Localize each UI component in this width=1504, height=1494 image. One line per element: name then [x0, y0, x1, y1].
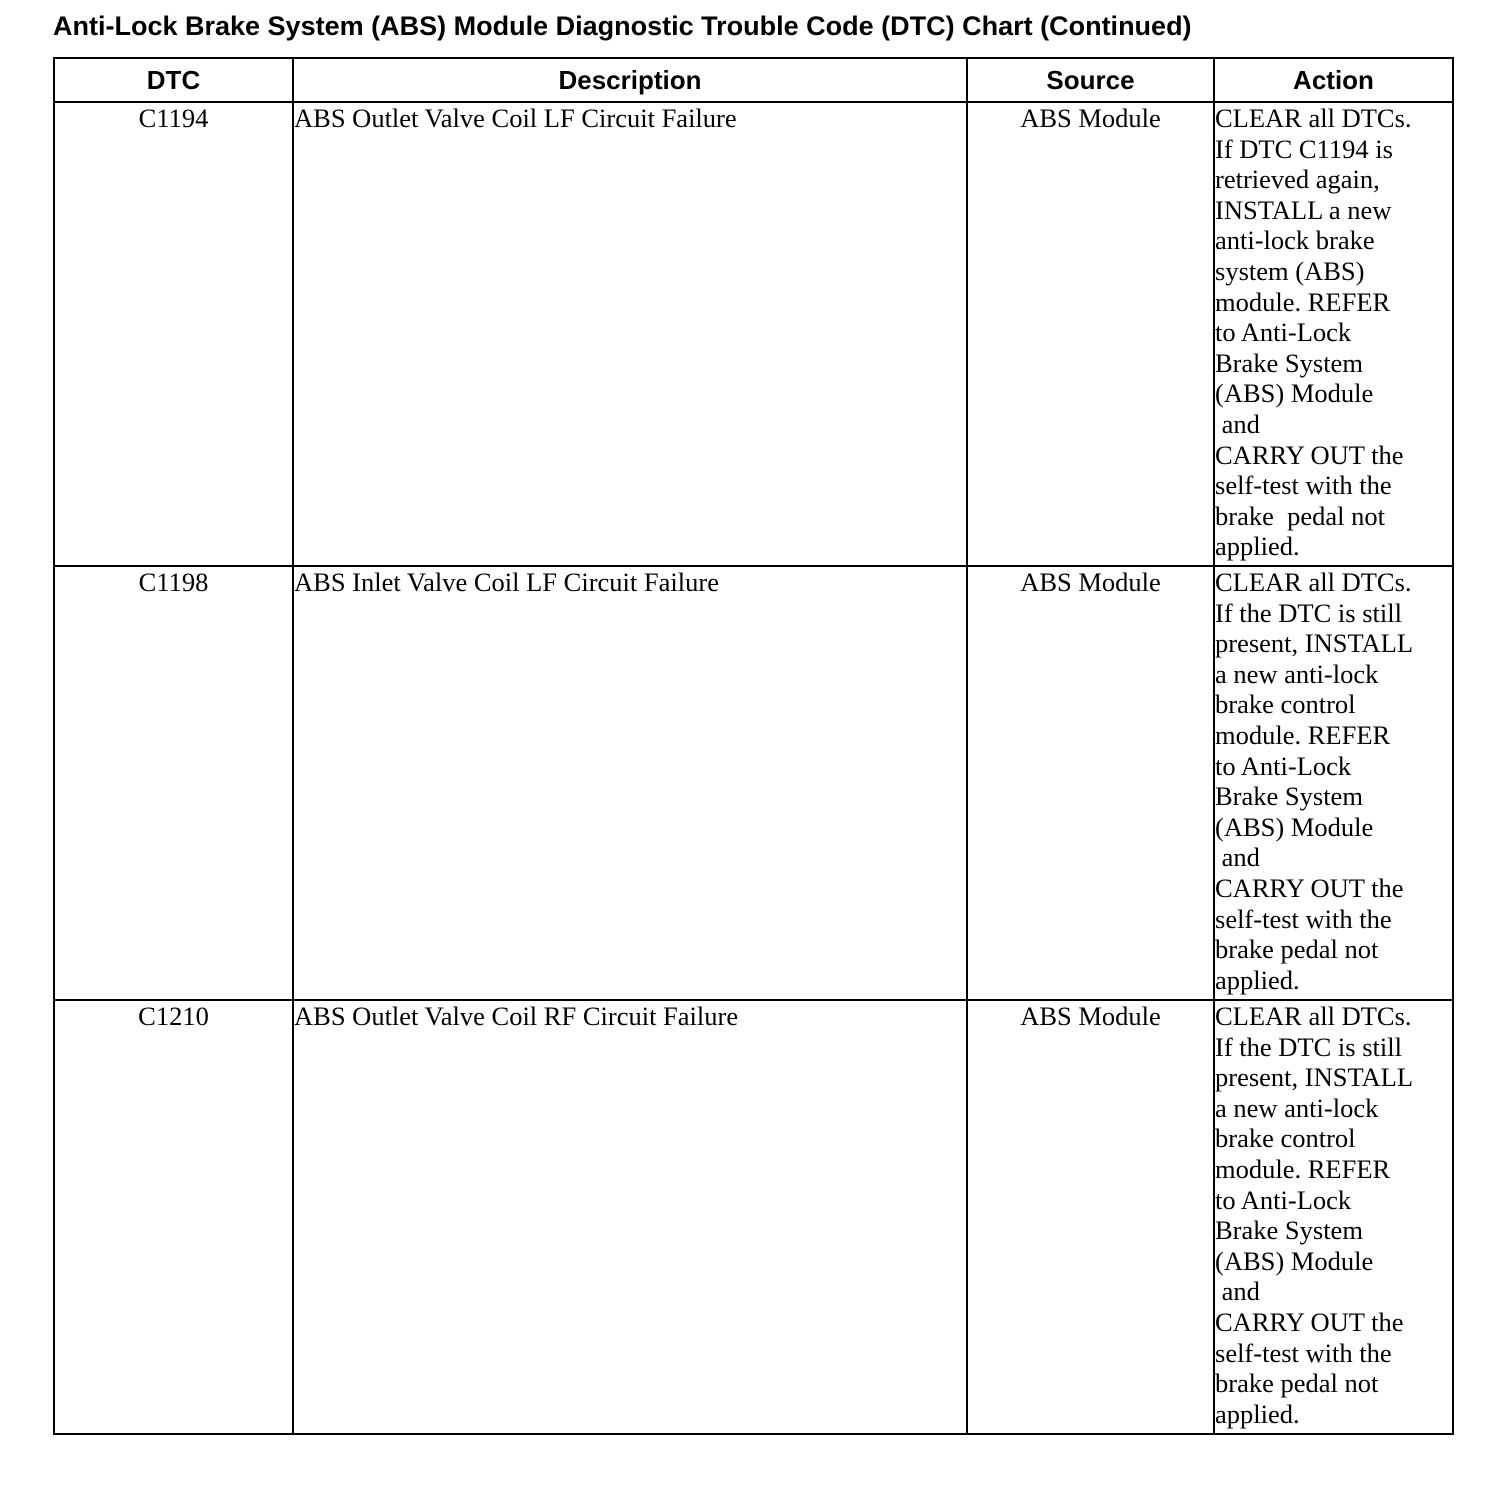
dtc-code-cell: C1194	[54, 102, 293, 566]
action-line: present, INSTALL	[1215, 1062, 1414, 1093]
action-line: and	[1215, 842, 1260, 873]
action-line: CLEAR all DTCs.	[1215, 1001, 1412, 1031]
action-line: a new anti-lock	[1215, 658, 1379, 689]
table-row	[54, 102, 1453, 566]
action-line: self-test with the	[1215, 470, 1392, 501]
action-line: and	[1215, 1276, 1260, 1307]
action-line: (ABS) Module	[1215, 811, 1374, 842]
column-header-dtc: DTC	[54, 58, 293, 102]
action-line: module. REFER	[1215, 719, 1391, 750]
action-line: present, INSTALL	[1215, 628, 1414, 659]
table-header-row	[54, 58, 1453, 102]
action-line: (ABS) Module	[1215, 1245, 1374, 1276]
description-cell: ABS Outlet Valve Coil RF Circuit Failure	[293, 1000, 967, 1434]
source-cell: ABS Module	[967, 1000, 1214, 1434]
action-line: applied.	[1215, 531, 1300, 562]
action-line: If the DTC is still	[1215, 597, 1402, 628]
action-line: CARRY OUT the	[1215, 1306, 1404, 1337]
action-line: to Anti-Lock	[1215, 317, 1352, 348]
action-line: INSTALL a new	[1215, 194, 1392, 225]
action-line: module. REFER	[1215, 1153, 1391, 1184]
action-line: module. REFER	[1215, 286, 1391, 317]
page-title: Anti-Lock Brake System (ABS) Module Diagnostic Trouble Code (DTC) Chart (Continued)	[53, 11, 1192, 41]
action-line: Brake System	[1215, 347, 1363, 378]
action-line: applied.	[1215, 964, 1300, 995]
dtc-code-cell: C1210	[54, 1000, 293, 1434]
action-line: brake pedal not	[1215, 500, 1385, 531]
action-line: self-test with the	[1215, 903, 1392, 934]
action-line: applied.	[1215, 1398, 1300, 1429]
action-line: If the DTC is still	[1215, 1031, 1402, 1062]
action-line: brake pedal not	[1215, 1368, 1379, 1399]
table-row	[54, 566, 1453, 1000]
column-header-description: Description	[293, 58, 967, 102]
source-cell: ABS Module	[967, 566, 1214, 1000]
action-line: CLEAR all DTCs.	[1215, 103, 1412, 133]
description-cell: ABS Outlet Valve Coil LF Circuit Failure	[293, 102, 967, 566]
action-line: brake control	[1215, 1123, 1356, 1154]
action-line: Brake System	[1215, 781, 1363, 812]
source-cell: ABS Module	[967, 102, 1214, 566]
action-line: CARRY OUT the	[1215, 872, 1404, 903]
action-line: Brake System	[1215, 1215, 1363, 1246]
action-line: (ABS) Module	[1215, 378, 1374, 409]
action-line: and	[1215, 408, 1260, 439]
column-header-action: Action	[1214, 58, 1453, 102]
action-line: CLEAR all DTCs.	[1215, 567, 1412, 597]
action-cell	[1214, 566, 1453, 1000]
dtc-table	[53, 57, 1454, 1435]
table-row	[54, 1000, 1453, 1434]
action-line: retrieved again,	[1215, 164, 1380, 195]
action-line: anti-lock brake	[1215, 225, 1375, 256]
action-cell	[1214, 102, 1453, 566]
action-line: to Anti-Lock	[1215, 750, 1352, 781]
action-line: brake control	[1215, 689, 1356, 720]
action-line: self-test with the	[1215, 1337, 1392, 1368]
action-line: system (ABS)	[1215, 255, 1365, 286]
action-line: If DTC C1194 is	[1215, 133, 1393, 164]
action-line: a new anti-lock	[1215, 1092, 1379, 1123]
description-cell: ABS Inlet Valve Coil LF Circuit Failure	[293, 566, 967, 1000]
column-header-source: Source	[967, 58, 1214, 102]
action-line: CARRY OUT the	[1215, 439, 1404, 470]
action-line: to Anti-Lock	[1215, 1184, 1352, 1215]
action-cell	[1214, 1000, 1453, 1434]
action-line: brake pedal not	[1215, 934, 1379, 965]
dtc-code-cell: C1198	[54, 566, 293, 1000]
